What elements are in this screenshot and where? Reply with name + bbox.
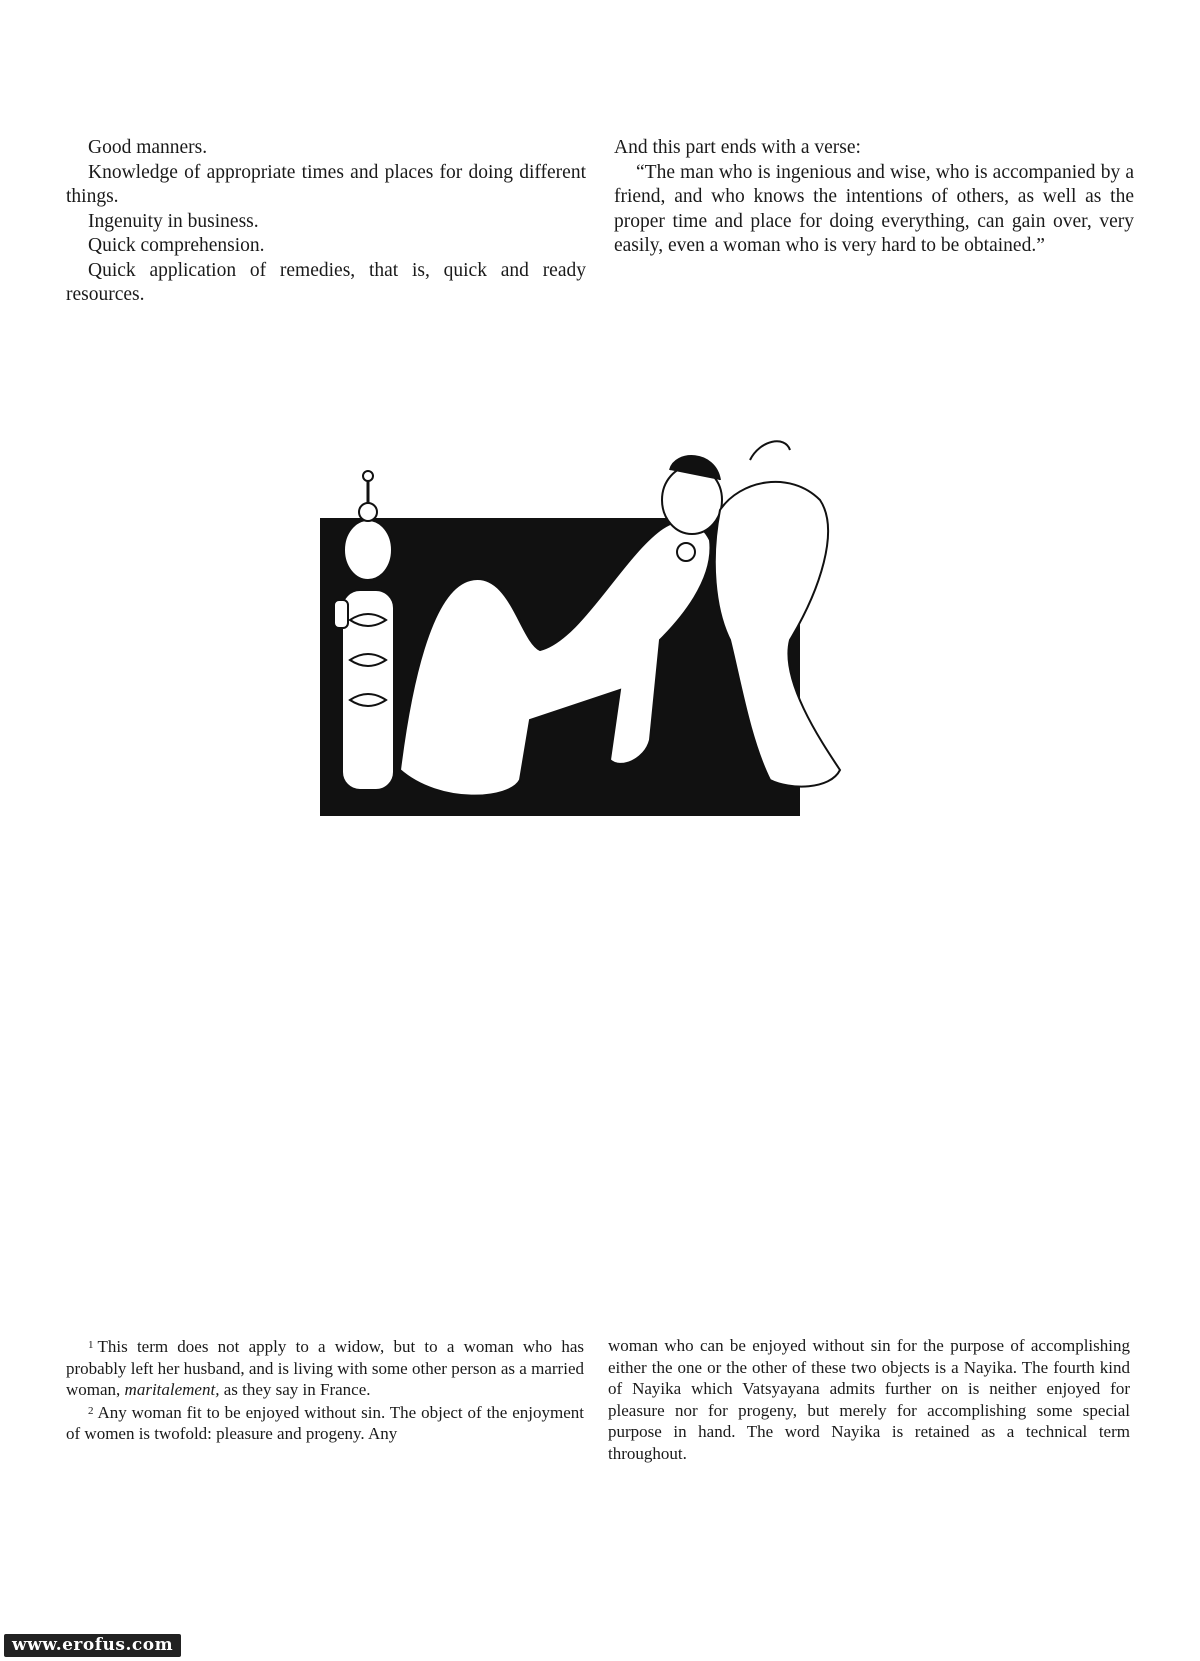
watermark: www.erofus.com <box>4 1634 181 1657</box>
footnote-italic: maritalement, <box>124 1380 220 1399</box>
footnote-marker: 1 <box>88 1339 94 1351</box>
list-item: Quick application of remedies, that is, quick and ready resources. <box>66 259 586 305</box>
footnotes-right-column <box>608 1335 1130 1464</box>
list-item: Ingenuity in business. <box>88 210 259 232</box>
footnote-text: Any woman fit to be enjoyed without sin. The object of the enjoyment of women is twofold: pleasure and progeny. Any <box>66 1402 584 1443</box>
footnote-text: This term does not apply to a widow, but to a woman who has probably left her husband, and is living with some other person as a married woman, <box>66 1337 584 1399</box>
verse-intro: And this part ends with a verse: <box>614 137 861 158</box>
illustration <box>320 440 892 816</box>
footnote-text: as they say in France. <box>223 1380 371 1399</box>
top-right-column <box>614 136 1134 259</box>
footnote-2-continued: woman who can be enjoyed without sin for the purpose of accomplishing either the one or the other of these two objects is a Nayika. The fourth kind of Nayika which Vatsyayana admits further on is neither enjoyed for pleasure nor for progeny, but merely for accomplishing some special purpose in hand. The word Nayika is retained as a technical term throughout. <box>608 1336 1130 1463</box>
footnotes-left-column <box>66 1335 584 1445</box>
list-item: Good manners. <box>88 137 208 158</box>
footnote-marker: 2 <box>88 1404 94 1417</box>
list-item: Knowledge of appropriate times and places for doing different things. <box>66 161 586 207</box>
verse-text: “The man who is ingenious and wise, who is accompanied by a friend, and who knows the intentions of others, as well as the proper time and place for doing everything, can gain over, very easily, even a woman who is very hard to be obtained.” <box>614 161 1134 256</box>
top-left-column <box>66 136 586 308</box>
list-item: Quick comprehension. <box>88 235 265 256</box>
footnote-2 <box>66 1401 584 1445</box>
footnote-1 <box>66 1335 584 1401</box>
